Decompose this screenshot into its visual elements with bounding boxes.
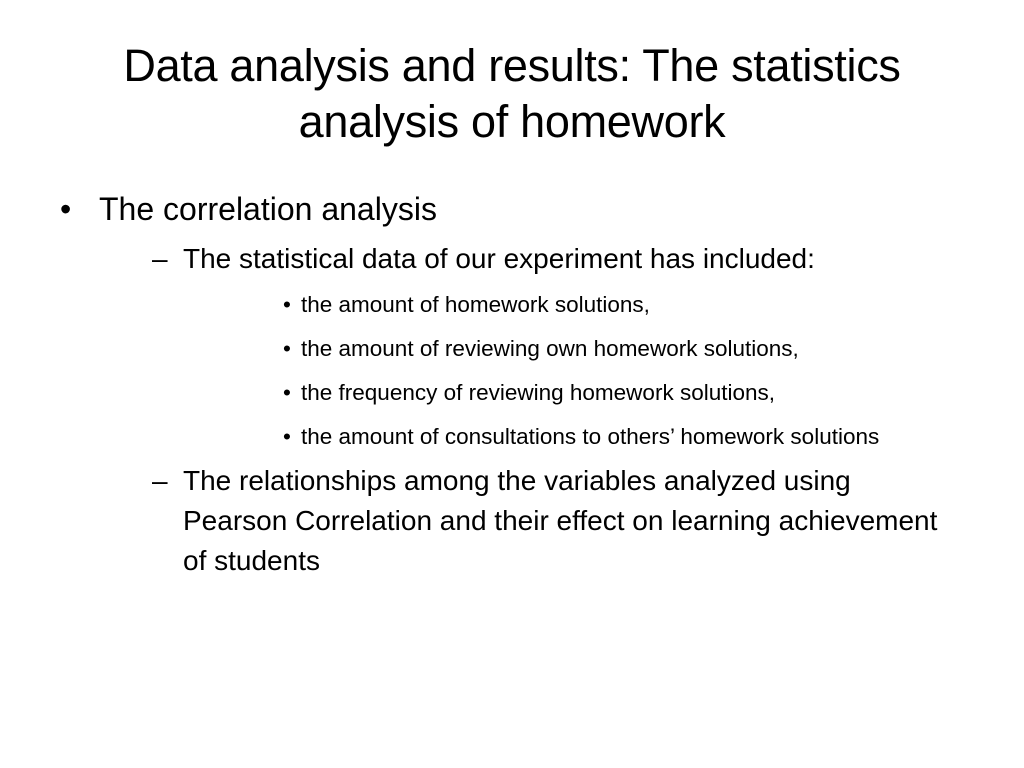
bullet-marker: • — [60, 191, 72, 227]
sub-list — [99, 239, 960, 581]
sub-sub-item — [228, 291, 960, 319]
bullet-text: The correlation analysis — [99, 191, 437, 227]
sub-item — [126, 461, 960, 581]
sub-sub-item-text: the frequency of reviewing homework solutions, — [301, 380, 775, 405]
bullet-marker: • — [283, 292, 291, 317]
dash-marker: – — [152, 243, 168, 274]
bullet-marker: • — [283, 380, 291, 405]
sub-sub-item — [228, 423, 960, 451]
bullet-marker: • — [283, 336, 291, 361]
sub-sub-item — [228, 379, 960, 407]
sub-item — [126, 239, 960, 451]
sub-sub-item — [228, 335, 960, 363]
sub-item-text: The statistical data of our experiment has included: — [183, 243, 815, 274]
sub-sub-item-text: the amount of consultations to others’ homework solutions — [301, 424, 880, 449]
sub-sub-list — [183, 291, 960, 451]
dash-marker: – — [152, 465, 168, 496]
sub-sub-item-text: the amount of homework solutions, — [301, 292, 650, 317]
sub-item-text: The relationships among the variables analyzed using Pearson Correlation and their effect on learning achievement of students — [183, 465, 938, 576]
bullet-marker: • — [283, 424, 291, 449]
slide-body — [60, 188, 960, 581]
sub-sub-item-text: the amount of reviewing own homework solutions, — [301, 336, 799, 361]
bullet-item — [60, 188, 960, 581]
slide-title: Data analysis and results: The statistics analysis of homework — [123, 40, 901, 147]
